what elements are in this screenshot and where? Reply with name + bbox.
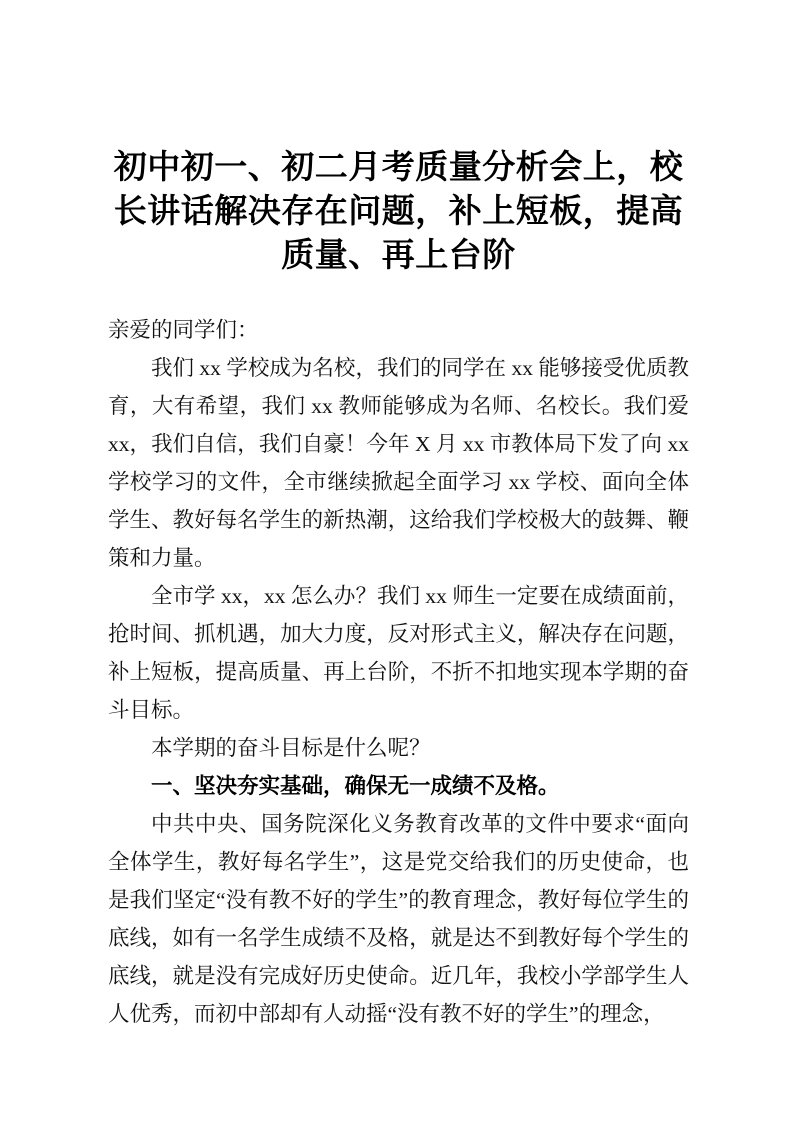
paragraph: 中共中央、国务院深化义务教育改革的文件中要求“面向全体学生，教好每名学生”，这是党交给我们的历史使命，也是我们坚定“没有教不好的学生”的教育理念，教好每位学生的底线，如有一名学生成绩不及格，就是达不到教好每个学生的底线，就是没有完成好历史使命。近几年，我校小学部学生人人优秀，而初中部却有人动摇“没有教不好的学生”的理念， bbox=[108, 812, 689, 1026]
paragraph: 全市学 xx，xx 怎么办？我们 xx 师生一定要在成绩面前，抢时间、抓机遇，加大力度，反对形式主义，解决存在问题，补上短板，提高质量、再上台阶，不折不扣地实现本学期的奋斗目标。 bbox=[108, 584, 689, 722]
paragraph: 我们 xx 学校成为名校，我们的同学在 xx 能够接受优质教育，大有希望，我们 xx 教师能够成为名师、名校长。我们爱 xx，我们自信，我们自豪！今年 X 月 xx 市教体局下发了向 xx 学校学习的文件，全市继续掀起全面学习 xx 学校、面向全体学生、教好每名学生的新热潮，这给我们学校极大的鼓舞、鞭策和力量。 bbox=[108, 356, 689, 570]
document-title: 初中初一、初二月考质量分析会上，校长讲话解决存在问题，补上短板，提高质量、再上台阶 bbox=[113, 150, 684, 274]
paragraph: 本学期的奋斗目标是什么呢？ bbox=[151, 736, 431, 760]
section-heading: 一、坚决夯实基础，确保无一成绩不及格。 bbox=[151, 774, 560, 798]
document-body bbox=[108, 311, 689, 1033]
paragraph-salutation: 亲爱的同学们： bbox=[108, 318, 259, 342]
